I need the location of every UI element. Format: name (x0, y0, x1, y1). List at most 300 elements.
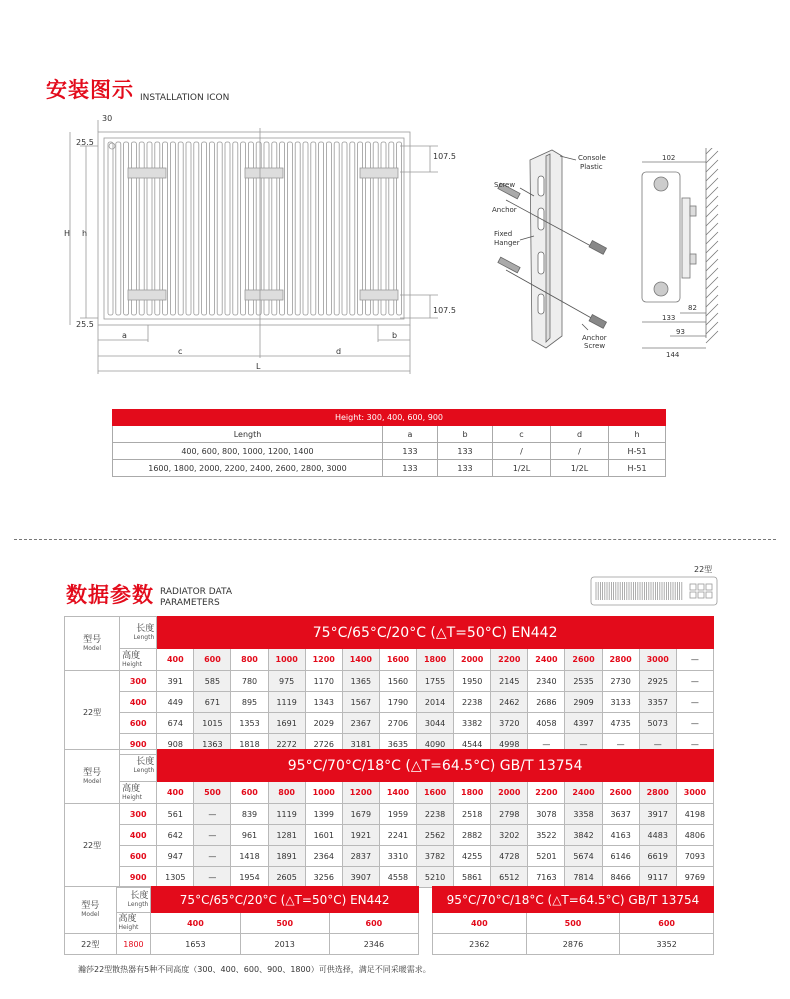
radiator-fin (217, 142, 222, 315)
wall-hatch (706, 331, 718, 343)
params-title (66, 579, 232, 609)
table-row (433, 934, 714, 955)
cell: 2013 (240, 934, 329, 955)
label-screw: Screw (494, 181, 516, 189)
cell: 4397 (565, 713, 602, 734)
wall-hatch (706, 295, 718, 307)
table-3a-title: 75°C/65°C/20°C (△T=50°C) EN442 (151, 887, 419, 913)
side-view-diagram (636, 148, 726, 358)
cell: 3133 (602, 692, 639, 713)
cell: 839 (231, 804, 268, 825)
table-row (65, 692, 714, 713)
radiator-fin (186, 142, 191, 315)
model-cell: 22型 (65, 804, 120, 888)
radiator-thumbnail (590, 576, 718, 606)
length-cell: — (676, 649, 713, 671)
installation-title (46, 74, 229, 104)
thumbnail-block (698, 584, 704, 590)
installation-table-header: Height: 300, 400, 600, 900 (113, 410, 666, 426)
cell: 3357 (639, 692, 676, 713)
cell: 1950 (454, 671, 491, 692)
cell: — (528, 734, 565, 755)
cell: — (194, 804, 231, 825)
wall-hatch (706, 241, 718, 253)
label-plastic: Plastic (580, 163, 603, 171)
length-cell: 1800 (454, 782, 491, 804)
dim-b: b (392, 331, 398, 340)
dim-d: d (336, 347, 342, 356)
cell: 1818 (231, 734, 268, 755)
length-cell: 2600 (602, 782, 639, 804)
cell: 1959 (379, 804, 416, 825)
length-header (116, 887, 151, 913)
cell: 1560 (379, 671, 416, 692)
cell: 5073 (639, 713, 676, 734)
cell: 4728 (491, 846, 528, 867)
length-cell: 2400 (565, 782, 602, 804)
length-cell: 600 (231, 782, 268, 804)
cell: 2726 (305, 734, 342, 755)
cell: 585 (194, 671, 231, 692)
dim-a: a (122, 331, 127, 340)
cell: 5210 (417, 867, 454, 888)
length-cn: 长度 (136, 756, 155, 767)
cell: 1954 (231, 867, 268, 888)
label-fixed: Fixed (494, 230, 513, 238)
cell: 1343 (305, 692, 342, 713)
type-label: 22型 (694, 565, 713, 574)
length-cell: 400 (433, 913, 527, 934)
col-a: a (383, 426, 438, 443)
cell: 5201 (528, 846, 565, 867)
dim-133: 133 (662, 314, 676, 322)
radiator-fin (108, 142, 113, 315)
params-table-1 (64, 616, 714, 755)
model-header (65, 750, 120, 804)
cell: 3358 (565, 804, 602, 825)
cell: 961 (231, 825, 268, 846)
height-cell: 300 (120, 671, 157, 692)
cell: 3256 (305, 867, 342, 888)
length-cell: 600 (194, 649, 231, 671)
radiator-fin (209, 142, 214, 315)
length-header (120, 617, 157, 649)
length-header (120, 750, 157, 782)
height-header (120, 782, 157, 804)
length-cell: 1400 (379, 782, 416, 804)
wall-hatch (706, 169, 718, 181)
cell: 1305 (157, 867, 194, 888)
radiator-fin (178, 142, 183, 315)
params-title-en-2: PARAMETERS (160, 598, 220, 608)
wall-hatch (706, 205, 718, 217)
table-1-title: 75°C/65°C/20°C (△T=50°C) EN442 (157, 617, 714, 649)
cell: 2706 (379, 713, 416, 734)
wall-hatch (706, 151, 718, 163)
cell: 2362 (433, 934, 527, 955)
table-row (65, 825, 714, 846)
cell: 4090 (417, 734, 454, 755)
table-row (65, 934, 419, 955)
cell: 6619 (639, 846, 676, 867)
cell: 3522 (528, 825, 565, 846)
wall-hatch (706, 187, 718, 199)
cell: 642 (157, 825, 194, 846)
cell: 2145 (491, 671, 528, 692)
cell: 3720 (491, 713, 528, 734)
dim-25-5-bottom: 25.5 (76, 320, 94, 329)
height-cell: 400 (120, 825, 157, 846)
cell: H-51 (609, 460, 666, 477)
length-cell: 800 (268, 782, 305, 804)
params-title-en (160, 587, 232, 609)
height-cell: 900 (120, 734, 157, 755)
cell: 3382 (454, 713, 491, 734)
label-anchor-2: Anchor (582, 334, 607, 342)
cell: 3044 (417, 713, 454, 734)
params-table-3a (64, 886, 419, 955)
col-c: c (493, 426, 551, 443)
length-cell: 1200 (305, 649, 342, 671)
cell: — (565, 734, 602, 755)
length-cell: 2200 (528, 782, 565, 804)
length-cell: 2000 (491, 782, 528, 804)
dim-25-5-top: 25.5 (76, 138, 94, 147)
cell: 674 (157, 713, 194, 734)
wall-hatch (706, 322, 718, 334)
cell: 4806 (676, 825, 713, 846)
label-hanger: Hanger (494, 239, 520, 247)
length-cell: 2800 (639, 782, 676, 804)
cell: 1691 (268, 713, 305, 734)
height-header (116, 913, 151, 934)
cell: 4998 (491, 734, 528, 755)
wall-hatch (706, 232, 718, 244)
cell: 3202 (491, 825, 528, 846)
cell: 3782 (417, 846, 454, 867)
cell: 3181 (342, 734, 379, 755)
dim-h: h (82, 229, 88, 238)
installation-table (112, 409, 666, 477)
radiator-fin (202, 142, 207, 315)
model-en: Model (83, 644, 102, 652)
cell: 895 (231, 692, 268, 713)
cell: 5674 (565, 846, 602, 867)
cell: — (676, 734, 713, 755)
params-title-cn: 数据参数 (66, 583, 154, 607)
cell: 2876 (526, 934, 620, 955)
cell: 7814 (565, 867, 602, 888)
radiator-fin (170, 142, 175, 315)
wall-hatch (706, 196, 718, 208)
length-cell: 2000 (454, 649, 491, 671)
cell: 6512 (491, 867, 528, 888)
cell: 1399 (305, 804, 342, 825)
cell: 2605 (268, 867, 305, 888)
length-cell: 1200 (342, 782, 379, 804)
cell: 2730 (602, 671, 639, 692)
thumbnail-block (706, 584, 712, 590)
model-cell: 22型 (65, 671, 120, 755)
cell: 9769 (676, 867, 713, 888)
cell: 908 (157, 734, 194, 755)
cell: 7093 (676, 846, 713, 867)
cell: 947 (157, 846, 194, 867)
length-cell: 600 (329, 913, 418, 934)
footnote: 瀚莎22型散热器有5种不同高度（300、400、600、900、1800）可供选择，满足不同采暖需求。 (78, 965, 431, 974)
height-en: Height (118, 924, 139, 931)
installation-title-cn: 安装图示 (46, 78, 134, 102)
cell: 1281 (268, 825, 305, 846)
cell: 133 (383, 460, 438, 477)
length-en: Length (127, 900, 149, 908)
cell: 1653 (151, 934, 240, 955)
length-cell: 500 (194, 782, 231, 804)
cell: — (676, 713, 713, 734)
cell: 2882 (454, 825, 491, 846)
length-cell: 3000 (676, 782, 713, 804)
length-cell: 1600 (379, 649, 416, 671)
height-cell: 400 (120, 692, 157, 713)
cell: 3907 (342, 867, 379, 888)
cell: 1365 (342, 671, 379, 692)
cell: 3917 (639, 804, 676, 825)
model-cn: 型号 (83, 634, 102, 645)
cell: 3842 (565, 825, 602, 846)
cell: 3635 (379, 734, 416, 755)
dim-107-5-bottom: 107.5 (433, 306, 456, 315)
cell: 133 (383, 443, 438, 460)
length-cell: 800 (231, 649, 268, 671)
cell: 2367 (342, 713, 379, 734)
cell: 2238 (454, 692, 491, 713)
table-row (65, 804, 714, 825)
radiator-fin (116, 142, 121, 315)
table-row (65, 671, 714, 692)
cell: 4558 (379, 867, 416, 888)
radiator-fin (319, 142, 324, 315)
cell: 133 (438, 443, 493, 460)
radiator-fin (334, 142, 339, 315)
params-title-en-1: RADIATOR DATA (160, 587, 232, 597)
cell: 1363 (194, 734, 231, 755)
installation-title-en: INSTALLATION ICON (140, 93, 230, 103)
cell: 1119 (268, 692, 305, 713)
cell: 671 (194, 692, 231, 713)
height-cell: 1800 (116, 934, 151, 955)
cell: 2535 (565, 671, 602, 692)
model-cn: 型号 (81, 901, 100, 911)
cell: 133 (438, 460, 493, 477)
wall-hatch (706, 178, 718, 190)
cell: 7163 (528, 867, 565, 888)
length-cn: 长度 (130, 890, 149, 901)
radiator-fin (342, 142, 347, 315)
cell: 2925 (639, 671, 676, 692)
cell: 9117 (639, 867, 676, 888)
label-screw-2: Screw (584, 342, 606, 350)
hanger-diagram (490, 148, 620, 358)
dim-102: 102 (662, 154, 676, 162)
radiator-fin (225, 142, 230, 315)
height-en: Height (122, 793, 142, 801)
cell: / (493, 443, 551, 460)
cell: 2798 (491, 804, 528, 825)
col-b: b (438, 426, 493, 443)
wall-hatch (706, 286, 718, 298)
cell: 1119 (268, 804, 305, 825)
cell: 2837 (342, 846, 379, 867)
length-cell: 1600 (417, 782, 454, 804)
radiator-fin (303, 142, 308, 315)
col-h: h (609, 426, 666, 443)
section-divider (14, 539, 776, 540)
height-en: Height (122, 660, 142, 668)
cell: 1567 (342, 692, 379, 713)
dim-H: H (64, 229, 71, 238)
dim-c: c (178, 347, 183, 356)
cell: — (676, 692, 713, 713)
length-cell: 500 (240, 913, 329, 934)
table-3b-title: 95°C/70°C/18°C (△T=64.5°C) GB/T 13754 (433, 887, 714, 913)
cell: — (602, 734, 639, 755)
cell: 4483 (639, 825, 676, 846)
cell: 780 (231, 671, 268, 692)
radiator-fin (326, 142, 331, 315)
cell: 2909 (565, 692, 602, 713)
radiator-fin (194, 142, 199, 315)
height-cell: 600 (120, 713, 157, 734)
dim-L: L (256, 362, 261, 371)
table-row (65, 846, 714, 867)
radiator-fin (295, 142, 300, 315)
cell: 4544 (454, 734, 491, 755)
cell: 1921 (342, 825, 379, 846)
cell: — (639, 734, 676, 755)
cell: 1/2L (493, 460, 551, 477)
cell: 4163 (602, 825, 639, 846)
cell: H-51 (609, 443, 666, 460)
wall-hatch (706, 250, 718, 262)
wall-hatch (706, 304, 718, 316)
cell: 1/2L (551, 460, 609, 477)
height-cell: 300 (120, 804, 157, 825)
radiator-fin (287, 142, 292, 315)
cell: 2686 (528, 692, 565, 713)
label-console: Console (578, 154, 606, 162)
cell: 391 (157, 671, 194, 692)
cell: 3310 (379, 846, 416, 867)
cell: 1601 (305, 825, 342, 846)
dim-144: 144 (666, 351, 680, 358)
cell: 4058 (528, 713, 565, 734)
length-cell: 1400 (342, 649, 379, 671)
cell: 2346 (329, 934, 418, 955)
cell: 561 (157, 804, 194, 825)
cell: / (551, 443, 609, 460)
front-view-diagram (60, 112, 470, 380)
table-row (65, 713, 714, 734)
dim-30: 30 (102, 114, 113, 123)
table-2-title: 95°C/70°C/18°C (△T=64.5°C) GB/T 13754 (157, 750, 714, 782)
model-header (65, 887, 117, 934)
cell: 6146 (602, 846, 639, 867)
wall-hatch (706, 214, 718, 226)
wall-hatch (706, 223, 718, 235)
cell: 2238 (417, 804, 454, 825)
col-length: Length (113, 426, 383, 443)
cell: 1015 (194, 713, 231, 734)
cell: — (194, 825, 231, 846)
params-table-2 (64, 749, 714, 888)
table-header-row (113, 426, 666, 443)
col-d: d (551, 426, 609, 443)
cell: 400, 600, 800, 1000, 1200, 1400 (113, 443, 383, 460)
length-cell: 400 (157, 649, 194, 671)
model-header (65, 617, 120, 671)
cell: 449 (157, 692, 194, 713)
length-cell: 1000 (305, 782, 342, 804)
cell: 1170 (305, 671, 342, 692)
height-header (120, 649, 157, 671)
model-en: Model (81, 911, 100, 918)
radiator-fin (350, 142, 355, 315)
cell: 1891 (268, 846, 305, 867)
length-cell: 600 (620, 913, 714, 934)
cell: 4735 (602, 713, 639, 734)
radiator-fin (311, 142, 316, 315)
length-cell: 400 (157, 782, 194, 804)
length-cell: 2200 (491, 649, 528, 671)
cell: — (194, 867, 231, 888)
dim-82: 82 (688, 304, 697, 312)
model-en: Model (83, 777, 102, 785)
cell: 4255 (454, 846, 491, 867)
cell: 2364 (305, 846, 342, 867)
cell: 2241 (379, 825, 416, 846)
length-cell: 2800 (602, 649, 639, 671)
height-cn: 高度 (118, 914, 137, 924)
cell: 2340 (528, 671, 565, 692)
cell: 1790 (379, 692, 416, 713)
dim-93: 93 (676, 328, 685, 336)
cell: 3637 (602, 804, 639, 825)
cell: 1418 (231, 846, 268, 867)
cell: — (194, 846, 231, 867)
cell: — (676, 671, 713, 692)
table-row (65, 867, 714, 888)
length-cn: 长度 (136, 623, 155, 634)
cell: 2462 (491, 692, 528, 713)
cell: 2518 (454, 804, 491, 825)
cell: 2272 (268, 734, 305, 755)
cell: 3078 (528, 804, 565, 825)
cell: 1755 (417, 671, 454, 692)
cell: 1353 (231, 713, 268, 734)
wall-hatch (706, 313, 718, 325)
cell: 5861 (454, 867, 491, 888)
length-en: Length (133, 766, 155, 774)
wall-hatch (706, 277, 718, 289)
radiator-fin (233, 142, 238, 315)
height-cell: 900 (120, 867, 157, 888)
cell: 8466 (602, 867, 639, 888)
length-cell: 1800 (417, 649, 454, 671)
params-table-3b (432, 886, 714, 955)
thumbnail-block (706, 592, 712, 598)
model-cn: 型号 (83, 767, 102, 778)
thumbnail-block (690, 584, 696, 590)
